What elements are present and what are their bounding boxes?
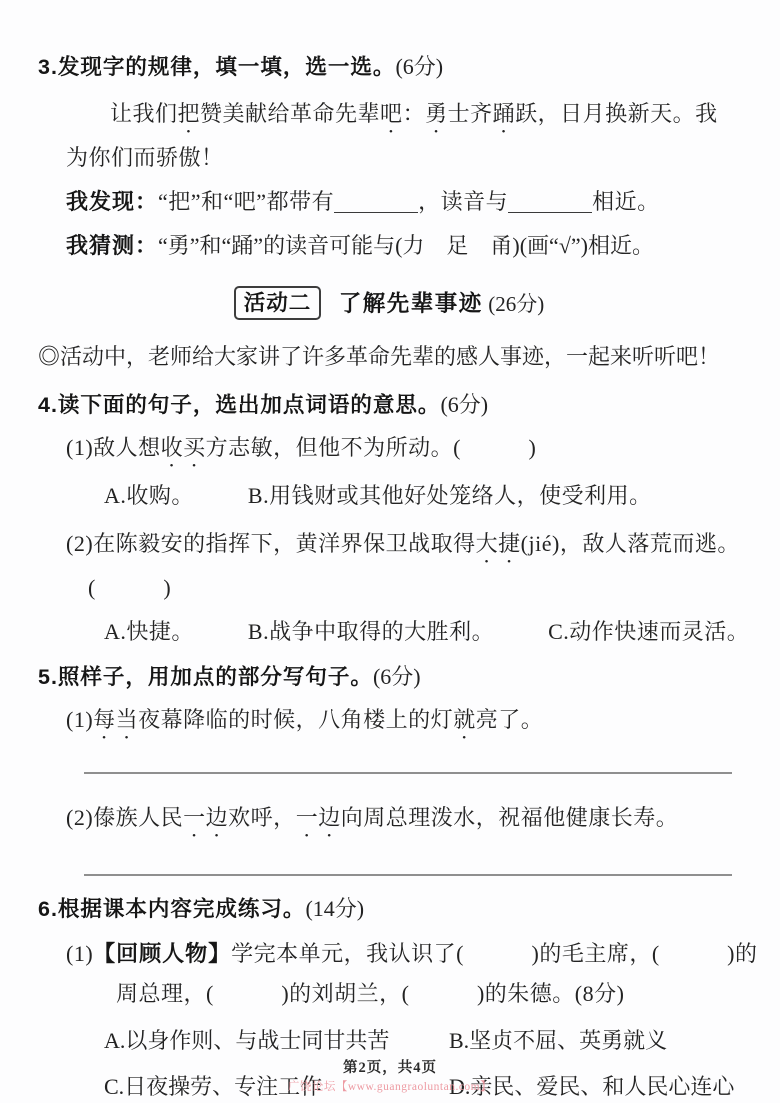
q3-passage-line-1: 让我们把赞美献给革命先辈吧：勇士齐踊跃，日月换新天。我 [110,101,718,126]
q5-item-1: (1)每当夜幕降临的时候，八角楼上的灯就亮了。 [66,707,544,732]
q6-item1-line-1: (1)【回顾人物】学完本单元，我认识了( )的毛主席，( )的 [66,941,758,966]
q4-item2-option-a: A.快捷。 [104,619,194,644]
q3-guess-line: 我猜测：“勇”和“踊”的读音可能与(力 足 甬)(画“√”)相近。 [66,233,654,258]
q4-item2-answer-paren: ( ) [88,575,172,600]
question-5 [38,662,740,876]
activity2-title: 了解先辈事迹 [338,291,483,316]
activity2-header [38,286,740,322]
q4-title: 4.读下面的句子，选出加点词语的意思。(6分) [38,392,489,417]
page-number: 第2页，共4页 [343,1060,437,1076]
q4-item-2: (2)在陈毅安的指挥下，黄洋界保卫战取得大捷(jié)，敌人落荒而逃。 [66,531,740,556]
q6-option-b: B.坚贞不屈、英勇就义 [449,1028,668,1053]
question-3 [38,52,740,266]
q6-option-a: A.以身作则、与战士同甘共苦 [104,1028,390,1053]
q6-item1-line-2: 周总理，( )的刘胡兰，( )的朱德。(8分) [116,981,625,1006]
q3-passage-line-2: 为你们而骄傲！ [66,145,224,170]
q4-item2-option-b: B.战争中取得的大胜利。 [247,619,495,644]
q4-item2-options [38,612,750,652]
q4-item1-option-b: B.用钱财或其他好处笼络人，使受利用。 [247,483,652,508]
q4-item-1: (1)敌人想收买方志敏，但他不为所动。( ) [66,435,537,460]
activity2-score: (26分) [488,292,545,316]
q3-find-line: 我发现：“把”和“吧”都带有 ，读音与 相近。 [66,189,660,214]
q4-item1-option-a: A.收购。 [104,483,194,508]
q5-item-2: (2)傣族人民一边欢呼，一边向周总理泼水，祝福他健康长寿。 [66,805,679,830]
q6-title: 6.根据课本内容完成练习。(14分) [38,896,365,921]
q5-title: 5.照样子，用加点的部分写句子。(6分) [38,664,421,689]
watermark-text: 广饶论坛【www.guangraoluntan.com】 [287,1081,493,1093]
q6-option-d: D.亲民、爱民、和人民心连心 [449,1074,735,1099]
q3-title: 3.发现字的规律，填一填，选一选。(6分) [38,54,444,79]
q4-item2-option-c: C.动作快速而灵活。 [548,619,750,644]
question-4 [38,390,750,652]
q5-item1-answer-line [84,772,732,774]
q6-option-c: C.日夜操劳、专注工作 [104,1074,323,1099]
activity2-badge: 活动二 [234,286,322,320]
q4-item1-options [38,476,740,516]
activity2-note: ◎活动中，老师给大家讲了许多革命先辈的感人事迹，一起来听听吧！ [38,344,721,369]
q5-item2-answer-line [84,874,732,876]
